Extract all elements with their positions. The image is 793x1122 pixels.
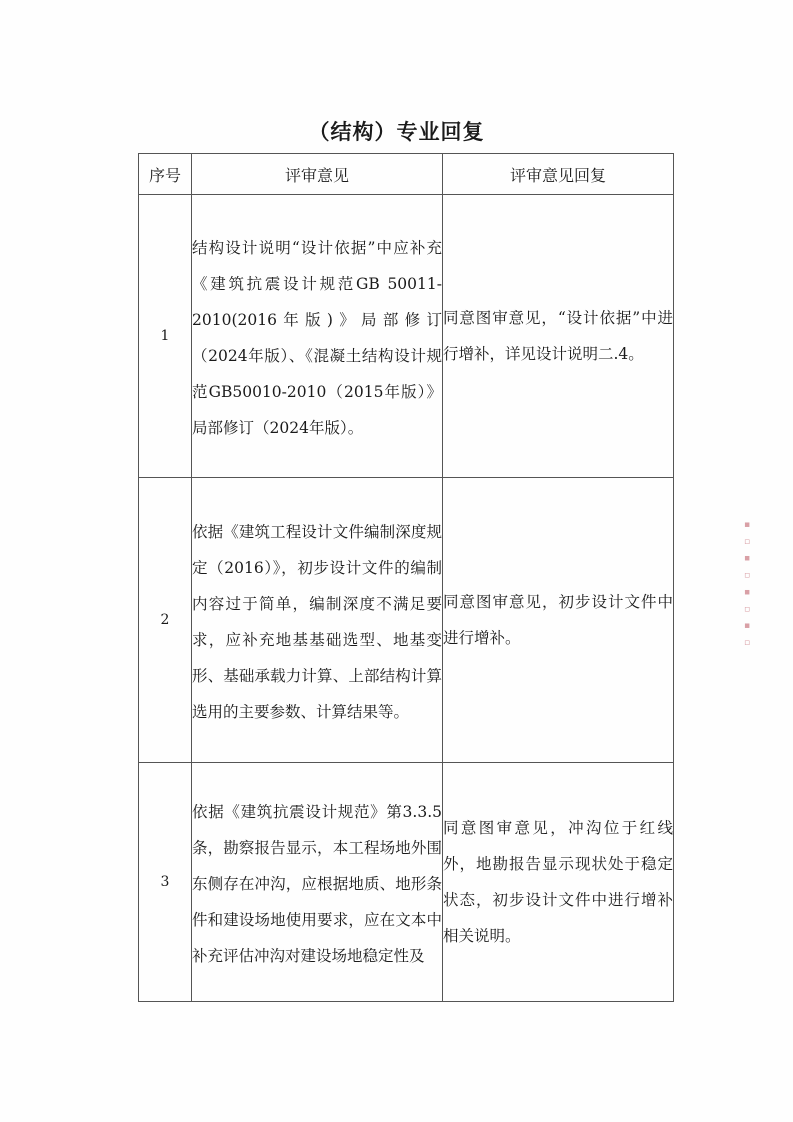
row-number: 1 — [139, 195, 192, 478]
review-opinion-text: 结构设计说明“设计依据”中应补充《建筑抗震设计规范GB 50011-2010(2016年版)》局部修订（2024年版）、《混凝土结构设计规范GB50010-2010（2015年版）》局部修订（2024年版）。 — [192, 238, 442, 437]
row-number: 3 — [139, 763, 192, 1002]
side-stamp-mark: ▪ ▫ ▪ ▫ ▪ ▫ ▪ ▫ — [742, 520, 752, 651]
column-header-reply: 评审意见回复 — [443, 154, 674, 195]
review-reply-text: 同意图审意见，初步设计文件中进行增补。 — [443, 478, 674, 763]
table-header-row — [139, 154, 674, 195]
table-row — [139, 195, 674, 478]
column-header-opinion: 评审意见 — [192, 154, 443, 195]
review-opinion-cell — [192, 195, 443, 478]
column-header-no: 序号 — [139, 154, 192, 195]
page-title: （结构）专业回复 — [308, 119, 485, 144]
review-table — [138, 153, 674, 1002]
review-opinion-cell — [192, 478, 443, 763]
table-row — [139, 763, 674, 1002]
review-opinion-cell — [192, 763, 443, 1002]
row-number: 2 — [139, 478, 192, 763]
review-opinion-text: 依据《建筑抗震设计规范》第3.3.5条，勘察报告显示，本工程场地外围东侧存在冲沟，应根据地质、地形条件和建设场地使用要求，应在文本中补充评估冲沟对建设场地稳定性及 — [192, 802, 442, 965]
review-reply-text: 同意图审意见，“设计依据”中进行增补，详见设计说明二.4。 — [443, 195, 674, 478]
review-reply-text: 同意图审意见，冲沟位于红线外，地勘报告显示现状处于稳定状态，初步设计文件中进行增补相关说明。 — [443, 763, 674, 1002]
review-opinion-text: 依据《建筑工程设计文件编制深度规定（2016）》，初步设计文件的编制内容过于简单，编制深度不满足要求，应补充地基基础选型、地基变形、基础承载力计算、上部结构计算选用的主要参数、计算结果等。 — [192, 522, 442, 721]
table-row — [139, 478, 674, 763]
